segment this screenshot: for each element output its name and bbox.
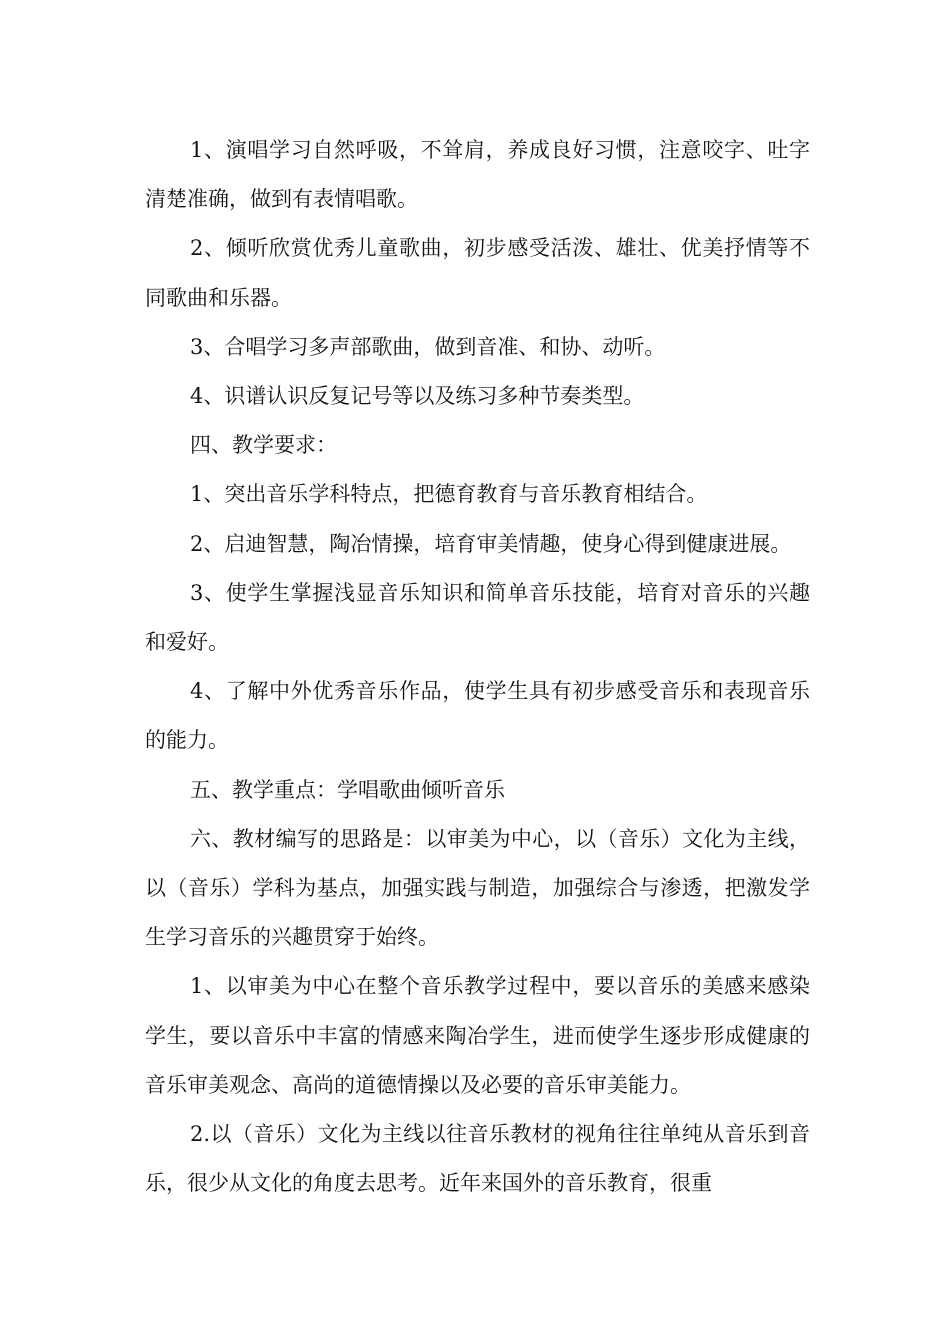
paragraph-requirement-4: 4、了解中外优秀音乐作品，使学生具有初步感受音乐和表现音乐的能力。 — [145, 679, 810, 753]
paragraph-notation: 4、识谱认识反复记号等以及练习多种节奏类型。 — [190, 384, 645, 409]
paragraph-aesthetic-center: 1、以审美为中心在整个音乐教学过程中，要以音乐的美感来感染学生，要以音乐中丰富的情感来陶冶学生，进而使学生逐步形成健康的音乐审美观念、高尚的道德情操以及必要的音乐审美能力。 — [145, 974, 810, 1097]
heading-teaching-requirements: 四、教学要求： — [190, 433, 337, 458]
paragraph-textbook-approach: 六、教材编写的思路是：以审美为中心，以（音乐）文化为主线，以（音乐）学科为基点，加强实践与制造，加强综合与渗透，把激发学生学习音乐的兴趣贯穿于始终。 — [145, 826, 810, 950]
document-body — [145, 126, 810, 1208]
paragraph-culture-mainline: 2.以（音乐）文化为主线以往音乐教材的视角往往单纯从音乐到音乐，很少从文化的角度去思考。近年来国外的音乐教育，很重 — [145, 1122, 810, 1196]
paragraph-requirement-2: 2、启迪智慧，陶冶情操，培育审美情趣，使身心得到健康进展。 — [190, 531, 792, 556]
paragraph-requirement-3: 3、使学生掌握浅显音乐知识和简单音乐技能，培育对音乐的兴趣和爱好。 — [145, 580, 810, 655]
paragraph-listening-songs: 2、倾听欣赏优秀儿童歌曲，初步感受活泼、雄壮、优美抒情等不同歌曲和乐器。 — [145, 236, 810, 310]
paragraph-chorus: 3、合唱学习多声部歌曲，做到音准、和协、动听。 — [190, 334, 666, 359]
paragraph-requirement-1: 1、突出音乐学科特点，把德育教育与音乐教育相结合。 — [190, 482, 708, 507]
paragraph-singing-breathing: 1、演唱学习自然呼吸，不耸肩，养成良好习惯，注意咬字、吐字清楚准确，做到有表情唱歌。 — [145, 138, 810, 212]
heading-teaching-focus: 五、教学重点：学唱歌曲倾听音乐 — [190, 777, 505, 802]
